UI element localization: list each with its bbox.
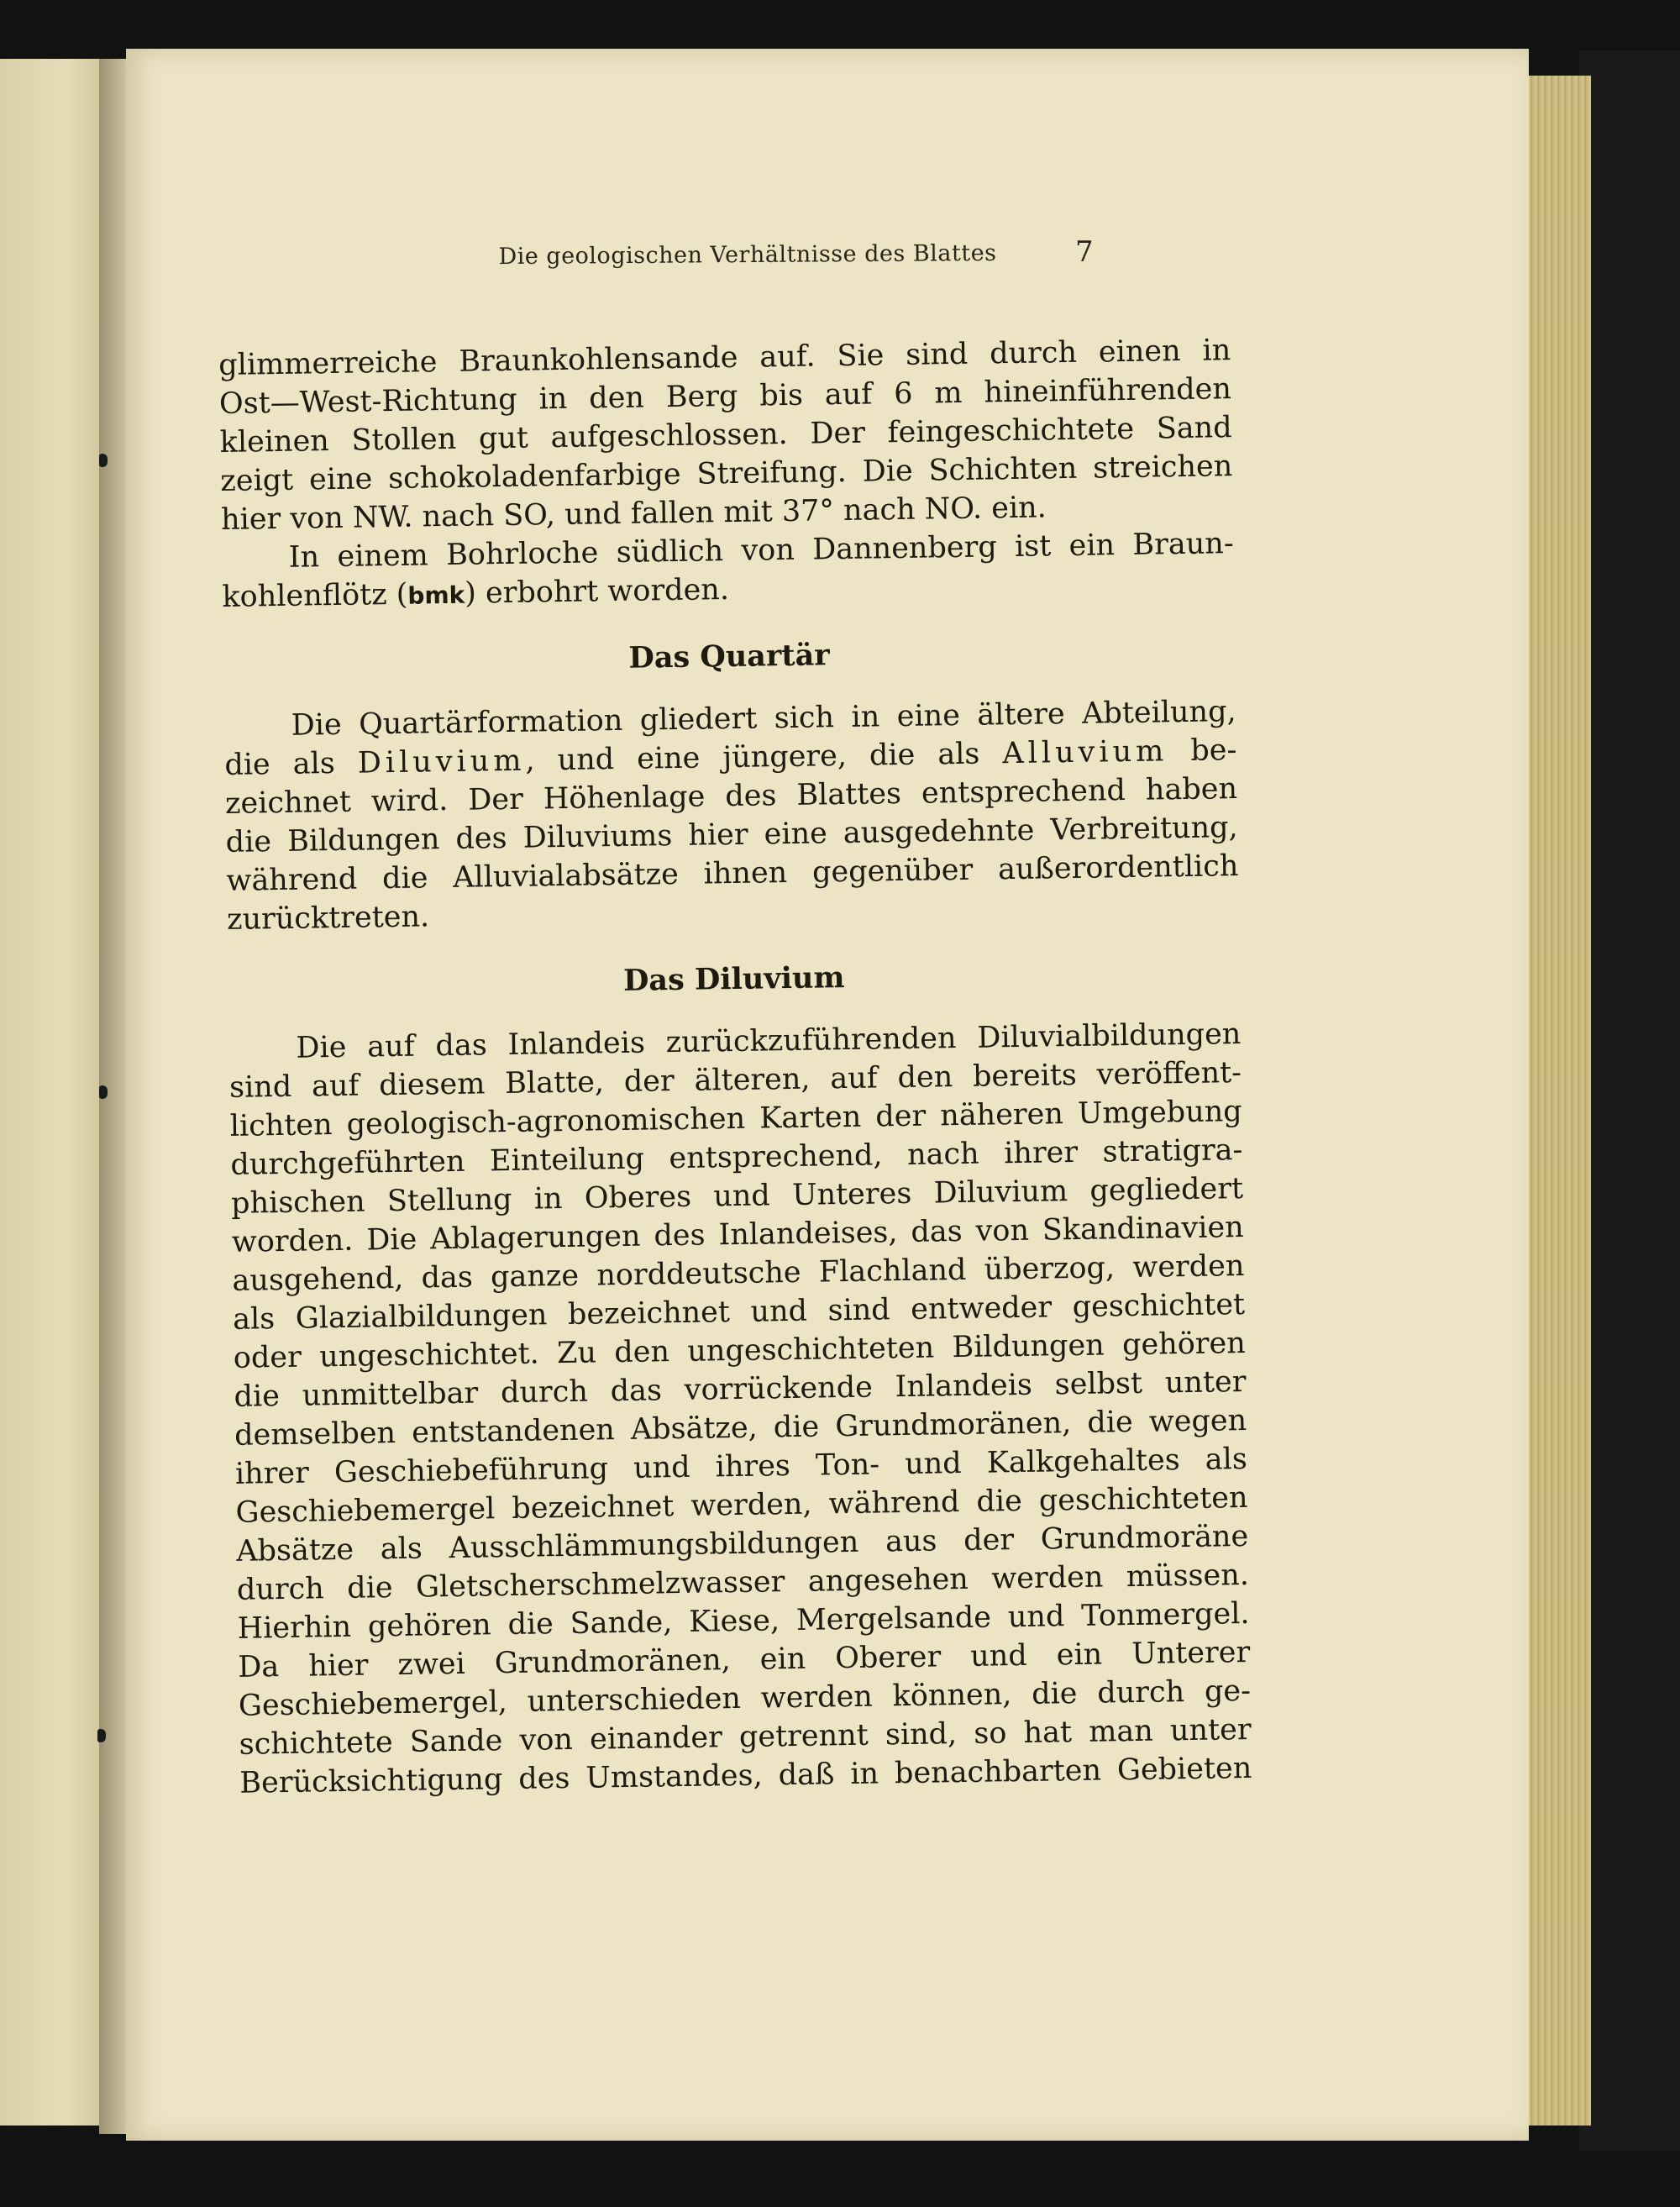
- text-fragment: ) erbohrt worden.: [464, 573, 730, 611]
- text-line: Berücksichtigung des Umstandes, daß in benachbarten Gebieten: [239, 1751, 1252, 1800]
- text-line: sind auf diesem Blatte, der älteren, auf den bereits veröffent-: [228, 1056, 1242, 1105]
- text-line: die unmittelbar durch das vorrückende Inlandeis selbst unter: [234, 1364, 1247, 1414]
- text-line: Geschiebemergel bezeichnet werden, während die geschichteten: [235, 1480, 1248, 1530]
- spaced-term: Alluvium: [1002, 734, 1168, 771]
- body-text: [218, 331, 1252, 1803]
- margin-mark: [99, 454, 108, 467]
- text-line: Die auf das Inlandeis zurückzuführenden Diluvialbildungen: [296, 1017, 1242, 1065]
- text-line: schichtete Sande von einander getrennt sind, so hat man unter: [239, 1712, 1252, 1762]
- text-line: Hierhin gehören die Sande, Kiese, Mergelsande und Tonmergel.: [237, 1596, 1250, 1646]
- text-line: Da hier zwei Grundmoränen, ein Oberer und ein Unterer: [238, 1635, 1251, 1684]
- text-line: durch die Gletscherschmelzwasser angesehen werden müssen.: [236, 1558, 1250, 1607]
- text-fragment: die als: [224, 746, 359, 782]
- section-heading-diluvium: Das Diluvium: [622, 960, 845, 998]
- text-fragment: be-: [1167, 733, 1237, 769]
- text-line: Die Quartärformation gliedert sich in eine ältere Abteilung,: [291, 695, 1236, 743]
- text-line: zeigt eine schokoladenfarbige Streifung. Die Schichten streichen: [220, 449, 1233, 498]
- text-line: zeichnet wird. Der Höhenlage des Blattes entsprechend haben: [224, 772, 1238, 821]
- text-line: zurücktreten.: [226, 900, 430, 937]
- text-line: ausgehend, das ganze norddeutsche Flachland überzog, werden: [232, 1249, 1245, 1298]
- section-heading-quartaer: Das Quartär: [628, 638, 830, 675]
- text-line: demselben entstandenen Absätze, die Grundmoränen, die wegen: [234, 1403, 1247, 1453]
- text-line: Geschiebemergel, unterschieden werden können, die durch ge-: [238, 1674, 1252, 1723]
- text-line: phischen Stellung in Oberes und Unteres Diluvium gegliedert: [230, 1172, 1244, 1221]
- text-fragment: , und eine jüngere, die als: [525, 737, 1003, 778]
- page-number: 7: [1075, 235, 1094, 269]
- text-line: hier von NW. nach SO, und fallen mit 37° nach NO. ein.: [220, 491, 1047, 537]
- map-symbol: bmk: [407, 581, 465, 610]
- text-line: durchgeführten Einteilung entsprechend, nach ihrer stratigra-: [230, 1133, 1243, 1182]
- text-line: worden. Die Ablagerungen des Inlandeises, das von Skandinavien: [231, 1211, 1244, 1259]
- running-title: Die geologischen Verhältnisse des Blattes: [498, 239, 997, 271]
- text-line: Ost—West-Richtung in den Berg bis auf 6 m hineinführenden: [218, 372, 1232, 421]
- margin-mark: [97, 1729, 106, 1742]
- text-line: die Bildungen des Diluviums hier eine ausgedehnte Verbreitung,: [225, 811, 1238, 859]
- text-line: ihrer Geschiebeführung und ihres Ton- und Kalkgehaltes als: [234, 1442, 1248, 1491]
- text-line: oder ungeschichtet. Zu den ungeschichteten Bildungen gehören: [233, 1326, 1247, 1375]
- text-line: während die Alluvialabsätze ihnen gegenüber außerordentlich: [226, 849, 1239, 898]
- text-line: Absätze als Ausschlämmungsbildungen aus der Grundmoräne: [235, 1519, 1249, 1569]
- spaced-term: Diluvium: [357, 744, 526, 780]
- previous-page-edge: [0, 59, 108, 2126]
- text-fragment: kohlenflötz (: [222, 577, 408, 614]
- text-line: lichten geologisch-agronomischen Karten der näheren Umgebung: [229, 1095, 1242, 1143]
- book-cover-edge: [1579, 50, 1680, 2151]
- text-line: In einem Bohrloche südlich von Dannenberg ist ein Braun-: [288, 527, 1234, 575]
- text-line: kleinen Stollen gut aufgeschlossen. Der feingeschichtete Sand: [219, 411, 1232, 460]
- text-line: als Glazialbildungen bezeichnet und sind entweder geschichtet: [232, 1287, 1246, 1337]
- text-line: glimmerreiche Braunkohlensande auf. Sie sind durch einen in: [218, 334, 1231, 382]
- margin-mark: [99, 1085, 108, 1099]
- page-block-edge: [1520, 76, 1591, 2126]
